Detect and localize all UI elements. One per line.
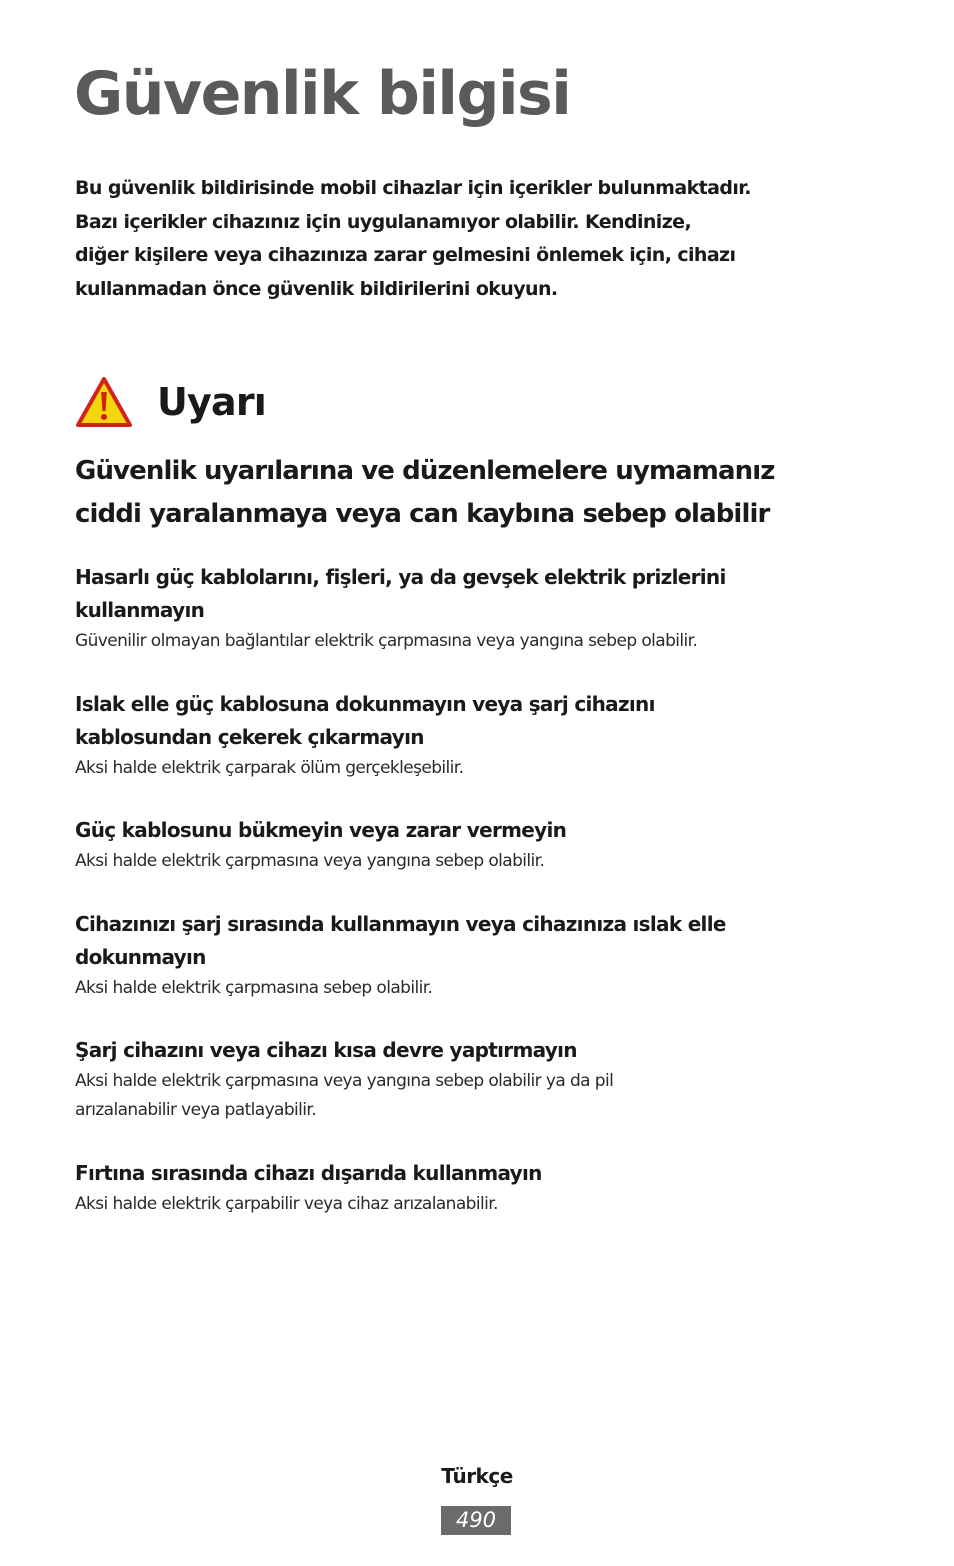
- subheading-line: ciddi yaralanmaya veya can kaybına sebep olabilir: [75, 499, 770, 529]
- title-line: Cihazınızı şarj sırasında kullanmayın veya cihazınıza ıslak elle: [75, 912, 726, 936]
- safety-item-description: [75, 974, 885, 1003]
- title-line: Şarj cihazını veya cihazı kısa devre yaptırmayın: [75, 1038, 577, 1062]
- title-line: kablosundan çekerek çıkarmayın: [75, 725, 424, 749]
- intro-paragraph: [75, 172, 875, 306]
- warning-label: Uyarı: [157, 380, 267, 424]
- warning-subheading: [75, 450, 885, 536]
- safety-item-description: [75, 1190, 885, 1219]
- warning-triangle-icon: [75, 375, 133, 429]
- page-title: Güvenlik bilgisi: [74, 59, 571, 129]
- intro-line: diğer kişilere veya cihazınıza zarar gelmesini önlemek için, cihazı: [75, 244, 736, 266]
- safety-item: [75, 1157, 885, 1219]
- intro-line: Bu güvenlik bildirisinde mobil cihazlar için içerikler bulunmaktadır.: [75, 177, 751, 199]
- warning-heading: [75, 372, 266, 432]
- intro-line: Bazı içerikler cihazınız için uygulanamıyor olabilir. Kendinize,: [75, 210, 692, 233]
- description-line: Aksi halde elektrik çarpmasına veya yangına sebep olabilir ya da pil: [75, 1071, 614, 1091]
- subheading-line: Güvenlik uyarılarına ve düzenlemelere uymamanız: [75, 456, 775, 486]
- title-line: Islak elle güç kablosuna dokunmayın veya şarj cihazını: [75, 692, 655, 716]
- safety-item-title: [75, 1157, 885, 1190]
- safety-item-title: [75, 908, 885, 974]
- safety-item-title: [75, 561, 885, 627]
- page-number: 490: [441, 1506, 511, 1535]
- safety-item-description: [75, 754, 885, 783]
- footer-language: Türkçe: [441, 1464, 513, 1488]
- safety-item-description: [75, 627, 885, 656]
- safety-item-title: [75, 1034, 885, 1067]
- description-line: Aksi halde elektrik çarpmasına veya yangına sebep olabilir.: [75, 851, 545, 871]
- description-line: Aksi halde elektrik çarparak ölüm gerçekleşebilir.: [75, 758, 464, 778]
- safety-item: [75, 814, 885, 876]
- safety-item-title: [75, 688, 885, 754]
- safety-item-title: [75, 814, 885, 847]
- title-line: dokunmayın: [75, 945, 206, 969]
- title-line: kullanmayın: [75, 598, 205, 622]
- title-line: Fırtına sırasında cihazı dışarıda kullanmayın: [75, 1161, 542, 1185]
- title-line: Hasarlı güç kablolarını, fişleri, ya da gevşek elektrik prizlerini: [75, 565, 726, 589]
- safety-item: [75, 908, 885, 1003]
- description-line: Aksi halde elektrik çarpabilir veya cihaz arızalanabilir.: [75, 1194, 498, 1214]
- description-line: Aksi halde elektrik çarpmasına sebep olabilir.: [75, 978, 433, 998]
- intro-line: kullanmadan önce güvenlik bildirilerini okuyun.: [75, 277, 558, 300]
- safety-item: [75, 688, 885, 783]
- description-line: Güvenilir olmayan bağlantılar elektrik çarpmasına veya yangına sebep olabilir.: [75, 631, 698, 651]
- safety-item: [75, 561, 885, 656]
- safety-item-description: [75, 847, 885, 876]
- title-line: Güç kablosunu bükmeyin veya zarar vermeyin: [75, 818, 567, 842]
- safety-item-description: [75, 1067, 885, 1125]
- description-line: arızalanabilir veya patlayabilir.: [75, 1100, 317, 1120]
- safety-item: [75, 1034, 885, 1125]
